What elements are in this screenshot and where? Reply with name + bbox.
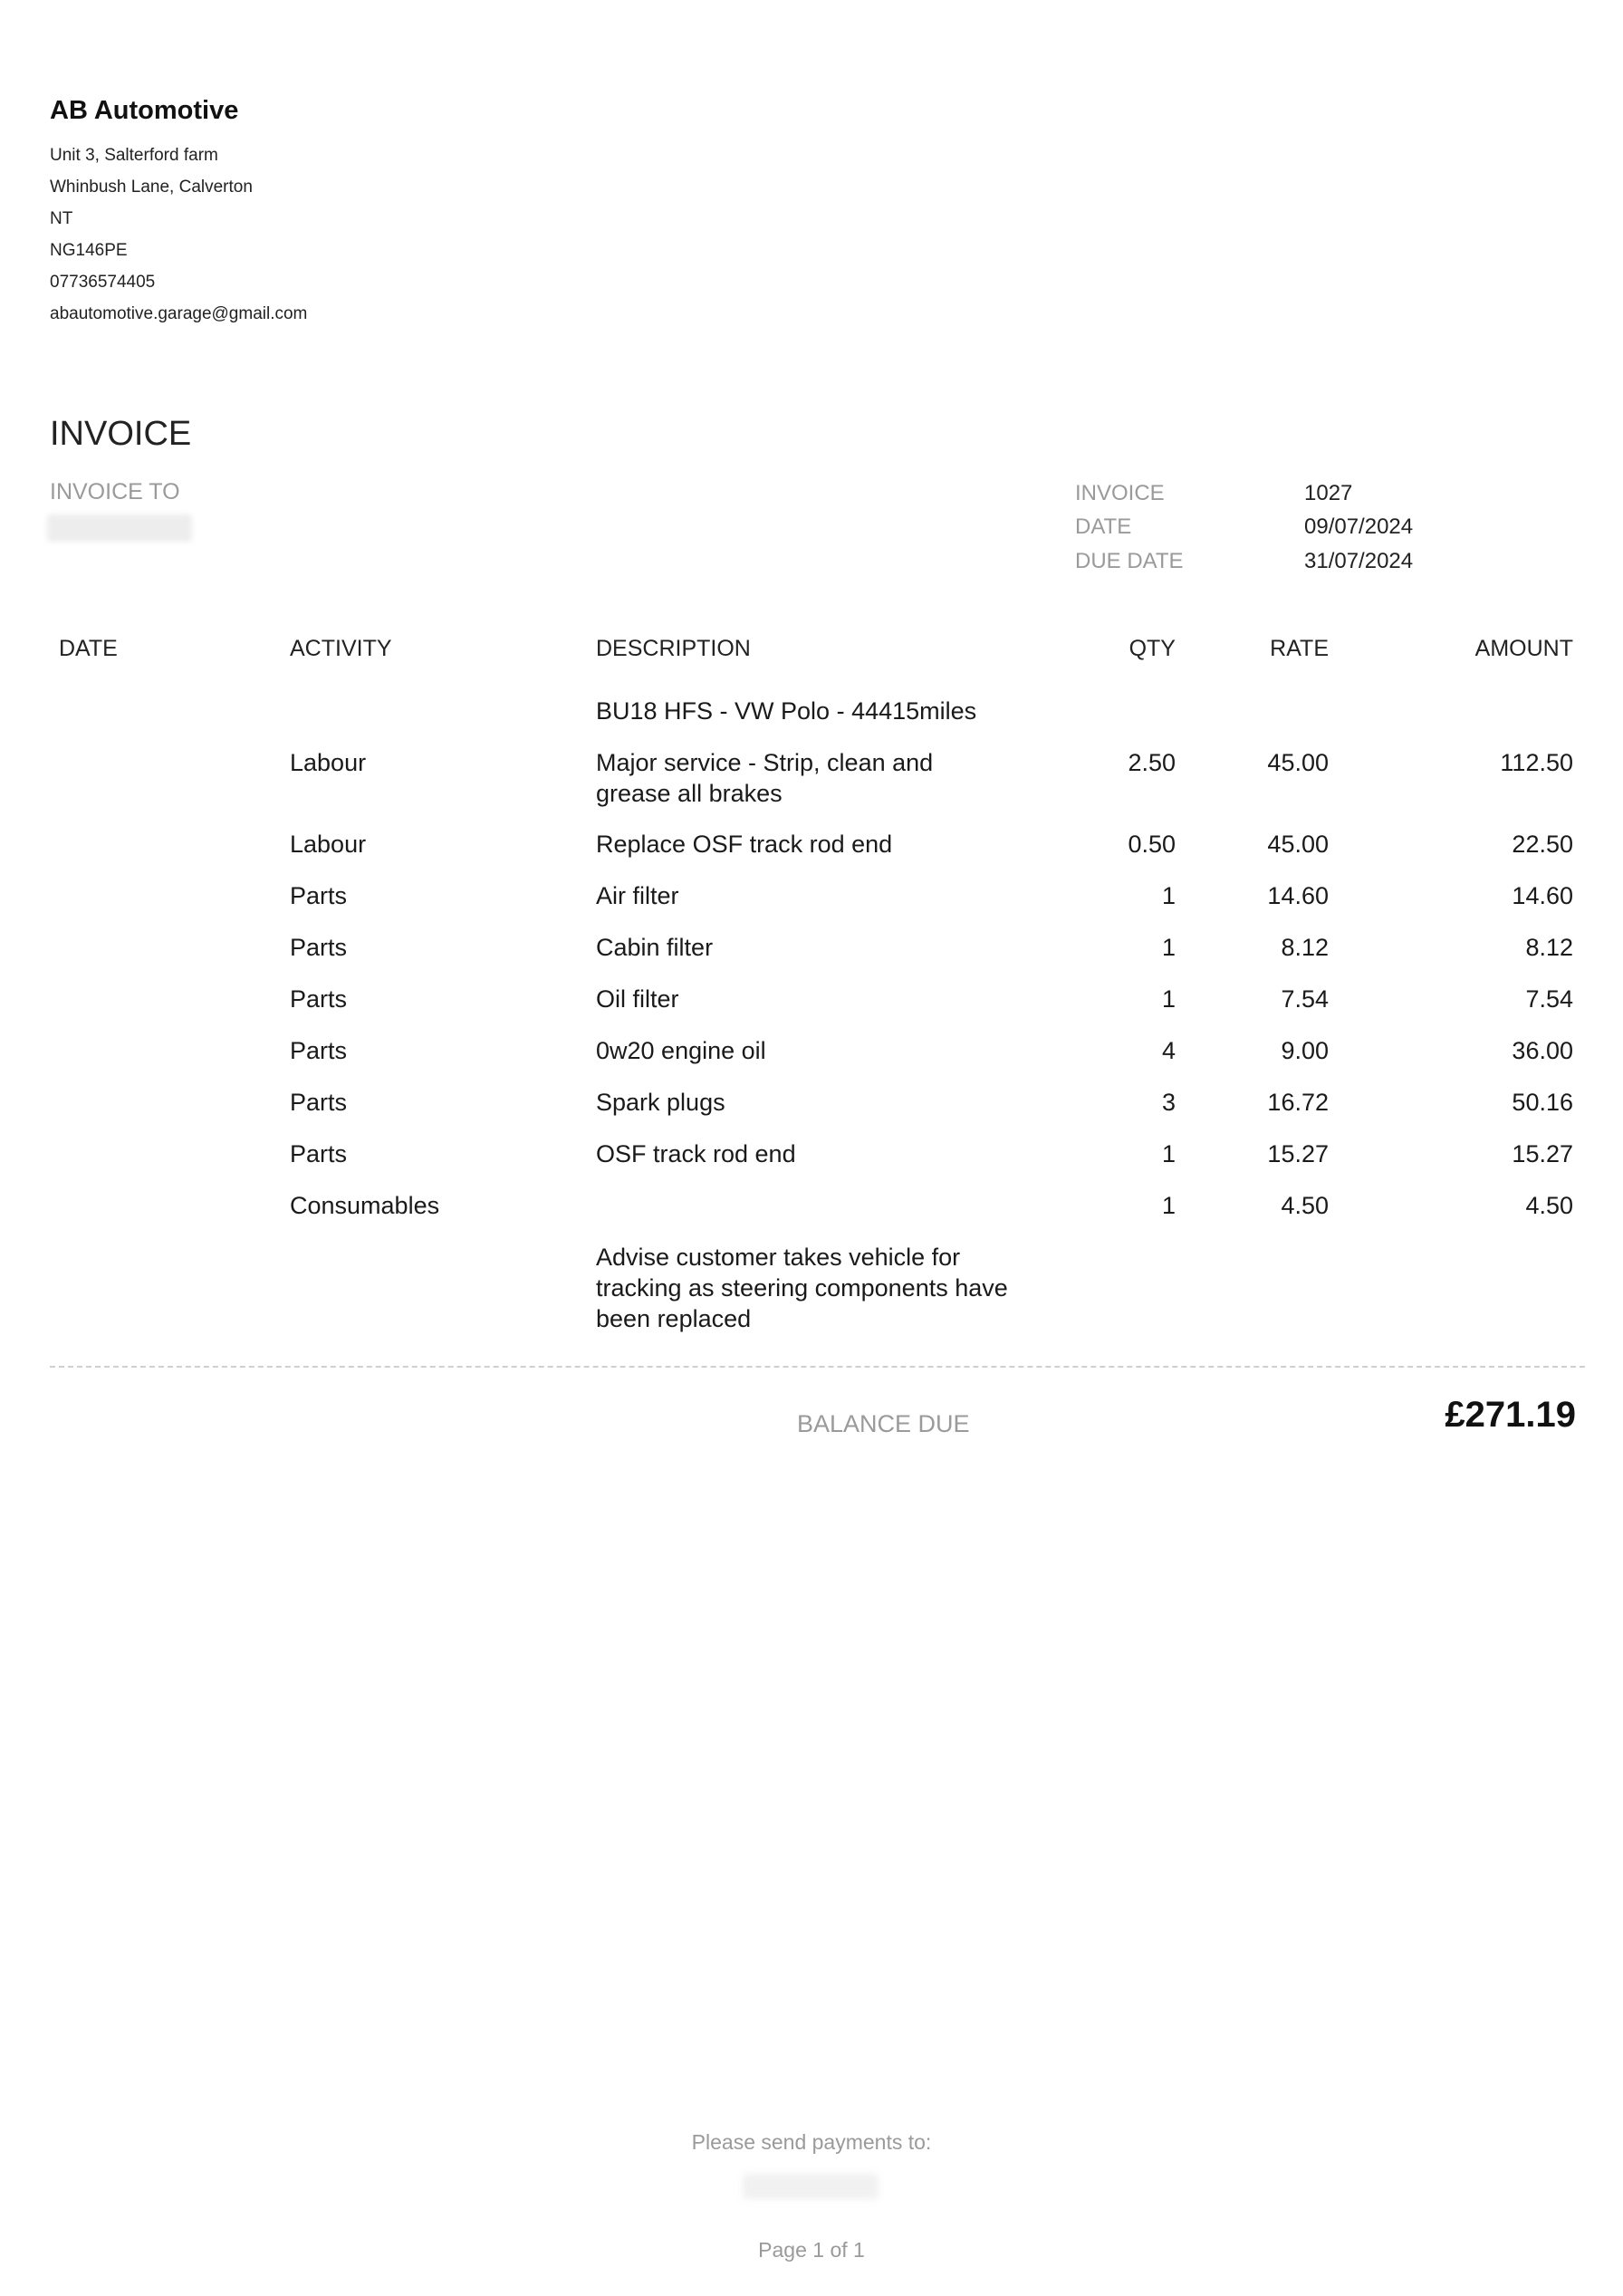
line-item-amount: 22.50 (1512, 831, 1573, 858)
line-item-amount: 8.12 (1525, 934, 1573, 961)
line-item-activity: Parts (290, 1140, 348, 1167)
line-item-amount: 7.54 (1525, 985, 1573, 1013)
line-item-qty: 1 (1161, 1192, 1176, 1219)
totals-divider (50, 1366, 1585, 1368)
line-item-amount: 14.60 (1512, 882, 1573, 909)
company-address-line: NT (50, 209, 73, 228)
line-item-amount: 4.50 (1525, 1192, 1573, 1219)
line-item-rate: 15.27 (1267, 1140, 1329, 1167)
line-item-description: BU18 HFS - VW Polo - 44415miles (596, 697, 977, 725)
line-item-description: Spark plugs (596, 1089, 725, 1116)
line-item-activity: Parts (290, 934, 348, 961)
line-item-amount: 112.50 (1500, 749, 1573, 776)
line-item-activity: Parts (290, 985, 348, 1013)
line-item-activity: Consumables (290, 1192, 440, 1219)
page-number: Page 1 of 1 (758, 2238, 865, 2262)
payments-note: Please send payments to: (691, 2130, 932, 2154)
line-item-rate: 16.72 (1267, 1089, 1329, 1116)
line-item-qty: 4 (1161, 1037, 1176, 1064)
line-item-description: Air filter (596, 882, 679, 909)
line-item-rate: 7.54 (1281, 985, 1329, 1013)
line-item-description: Oil filter (596, 985, 679, 1013)
invoice-date-label: DATE (1075, 514, 1132, 539)
line-item-qty: 1 (1161, 985, 1176, 1013)
line-item-qty: 1 (1161, 882, 1176, 909)
line-item-rate: 4.50 (1281, 1192, 1329, 1219)
company-email: abautomotive.garage@gmail.com (50, 304, 308, 323)
line-item-activity: Parts (290, 882, 348, 909)
line-item-activity: Parts (290, 1089, 348, 1116)
line-item-activity: Labour (290, 749, 367, 776)
due-date-label: DUE DATE (1075, 549, 1184, 573)
line-item-activity: Labour (290, 831, 367, 858)
line-item-rate: 45.00 (1267, 749, 1329, 776)
company-name: AB Automotive (50, 96, 239, 125)
invoice-title: INVOICE (50, 415, 192, 453)
company-address-line: Whinbush Lane, Calverton (50, 178, 253, 197)
line-item-rate: 9.00 (1281, 1037, 1329, 1064)
line-item-qty: 1 (1161, 934, 1176, 961)
line-item-description: OSF track rod end (596, 1140, 796, 1167)
company-address-line: Unit 3, Salterford farm (50, 146, 218, 165)
invoice-number-value: 1027 (1304, 481, 1353, 505)
column-header-description: DESCRIPTION (596, 636, 751, 661)
invoice-number-label: INVOICE (1075, 481, 1165, 505)
line-item-qty: 1 (1161, 1140, 1176, 1167)
redacted-customer-name (47, 514, 192, 542)
line-item-rate: 8.12 (1281, 934, 1329, 961)
line-item-qty: 2.50 (1128, 749, 1176, 776)
line-item-rate: 45.00 (1267, 831, 1329, 858)
line-item-description: Cabin filter (596, 934, 714, 961)
column-header-amount: AMOUNT (1474, 636, 1573, 661)
line-item-description: 0w20 engine oil (596, 1037, 766, 1064)
company-phone: 07736574405 (50, 273, 156, 292)
balance-due-value: £271.19 (1445, 1395, 1576, 1435)
advisory-note: Advise customer takes vehicle for tracking as steering components have been replaced (596, 1244, 1008, 1332)
balance-due-label: BALANCE DUE (797, 1410, 970, 1437)
line-item-amount: 50.16 (1512, 1089, 1573, 1116)
line-item-qty: 0.50 (1128, 831, 1176, 858)
line-item-amount: 36.00 (1512, 1037, 1573, 1064)
invoice-date-value: 09/07/2024 (1304, 514, 1414, 539)
column-header-qty: QTY (1128, 636, 1176, 661)
line-item-rate: 14.60 (1267, 882, 1329, 909)
invoice-to-label: INVOICE TO (50, 479, 180, 504)
line-item-description: Replace OSF track rod end (596, 831, 893, 858)
column-header-rate: RATE (1270, 636, 1329, 661)
column-header-activity: ACTIVITY (290, 636, 392, 661)
company-postcode: NG146PE (50, 241, 128, 260)
redacted-payment-details (743, 2174, 879, 2199)
due-date-value: 31/07/2024 (1304, 549, 1414, 573)
line-item-description: Major service - Strip, clean and grease all brakes (596, 749, 934, 807)
line-item-activity: Parts (290, 1037, 348, 1064)
line-item-amount: 15.27 (1512, 1140, 1573, 1167)
column-header-date: DATE (59, 636, 118, 661)
line-item-qty: 3 (1161, 1089, 1176, 1116)
